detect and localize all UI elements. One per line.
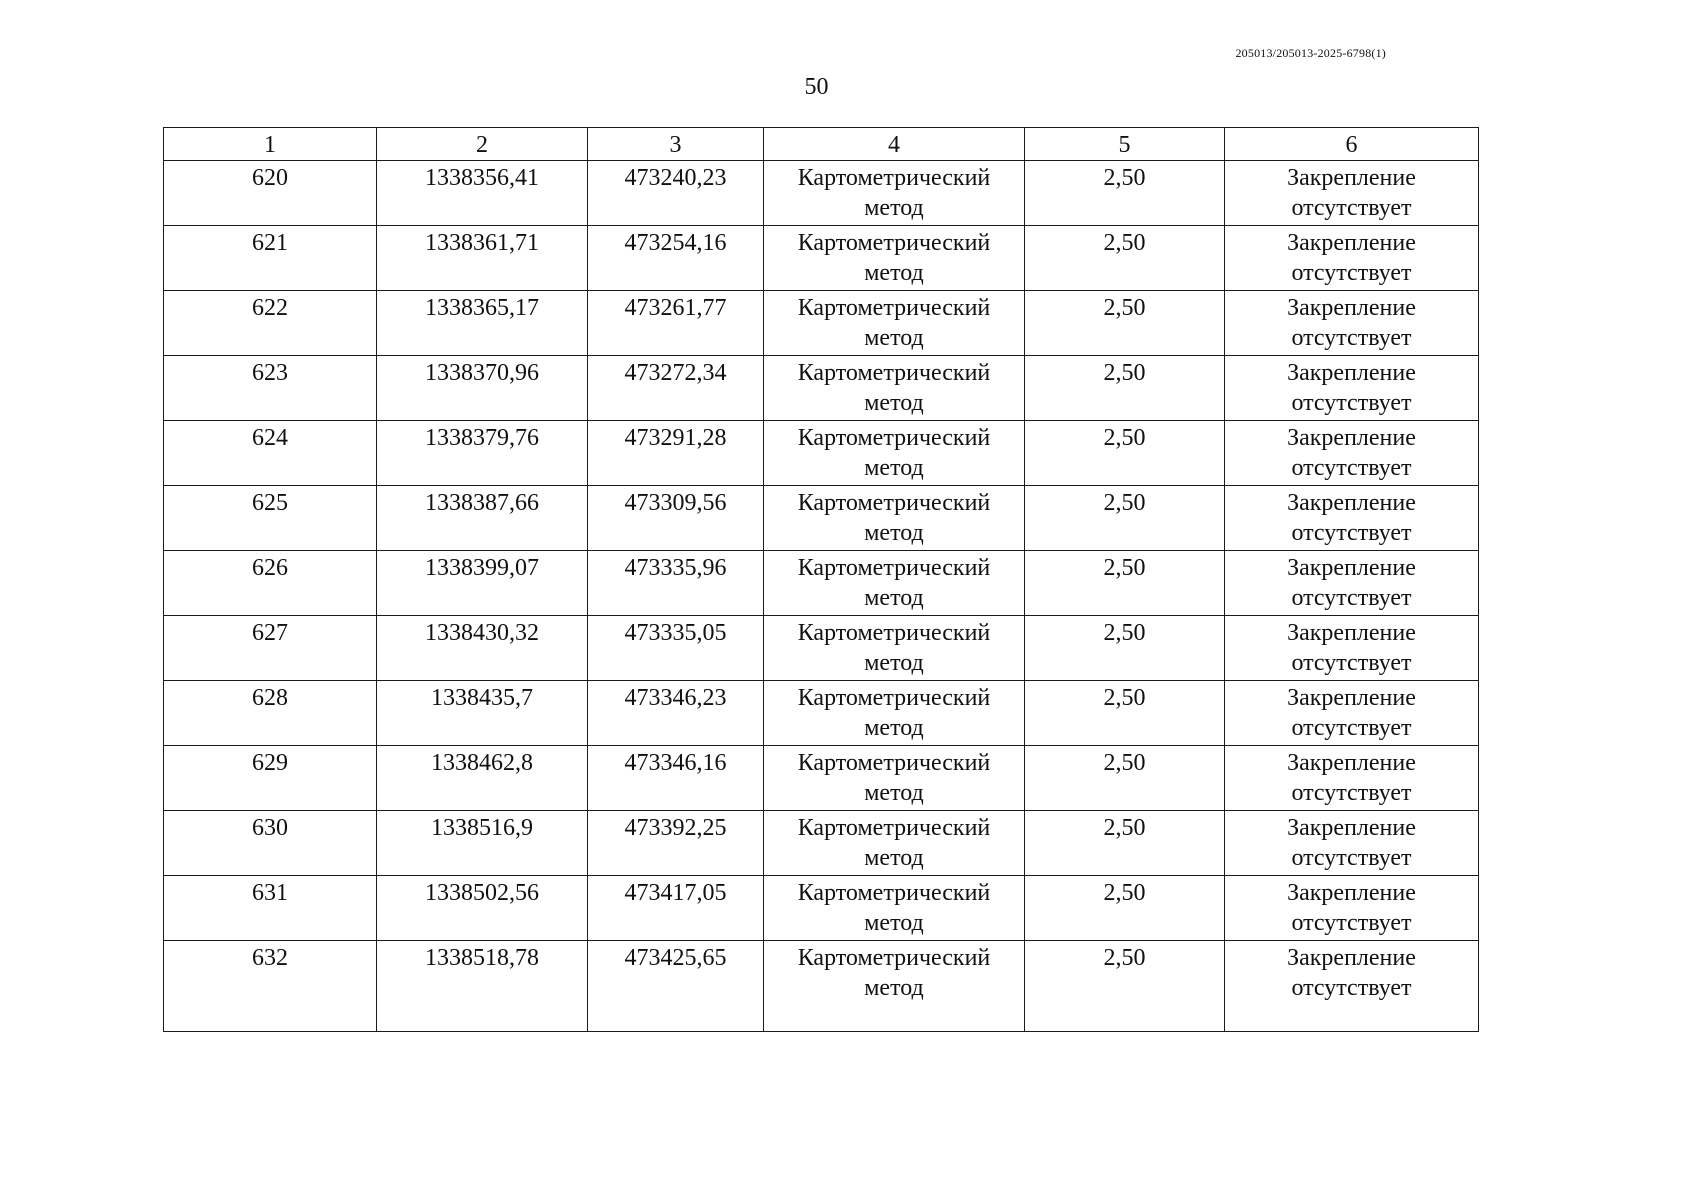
- y-coordinate-cell: 473240,23: [588, 161, 764, 226]
- accuracy-cell: 2,50: [1025, 486, 1225, 551]
- table-header: [164, 128, 1479, 161]
- fixation-cell: Закрепление отсутствует: [1225, 161, 1479, 226]
- method-cell: Картометрический метод: [764, 876, 1025, 941]
- column-header-5: 5: [1025, 128, 1225, 161]
- point-number-cell: 623: [164, 356, 377, 421]
- x-coordinate-cell: 1338387,66: [377, 486, 588, 551]
- accuracy-cell: 2,50: [1025, 681, 1225, 746]
- table-row: [164, 876, 1479, 941]
- header-row: [164, 128, 1479, 161]
- x-coordinate-cell: 1338361,71: [377, 226, 588, 291]
- fixation-cell: Закрепление отсутствует: [1225, 551, 1479, 616]
- coordinates-table: [163, 127, 1479, 1032]
- method-cell: Картометрический метод: [764, 811, 1025, 876]
- point-number-cell: 631: [164, 876, 377, 941]
- x-coordinate-cell: 1338430,32: [377, 616, 588, 681]
- x-coordinate-cell: 1338435,7: [377, 681, 588, 746]
- point-number-cell: 629: [164, 746, 377, 811]
- table-row: [164, 551, 1479, 616]
- y-coordinate-cell: 473346,16: [588, 746, 764, 811]
- table-row: [164, 746, 1479, 811]
- accuracy-cell: 2,50: [1025, 746, 1225, 811]
- method-cell: Картометрический метод: [764, 941, 1025, 1032]
- method-cell: Картометрический метод: [764, 291, 1025, 356]
- table-row: [164, 226, 1479, 291]
- y-coordinate-cell: 473272,34: [588, 356, 764, 421]
- column-header-2: 2: [377, 128, 588, 161]
- accuracy-cell: 2,50: [1025, 291, 1225, 356]
- y-coordinate-cell: 473392,25: [588, 811, 764, 876]
- y-coordinate-cell: 473346,23: [588, 681, 764, 746]
- fixation-cell: Закрепление отсутствует: [1225, 746, 1479, 811]
- y-coordinate-cell: 473309,56: [588, 486, 764, 551]
- point-number-cell: 626: [164, 551, 377, 616]
- accuracy-cell: 2,50: [1025, 941, 1225, 1032]
- accuracy-cell: 2,50: [1025, 226, 1225, 291]
- fixation-cell: Закрепление отсутствует: [1225, 421, 1479, 486]
- method-cell: Картометрический метод: [764, 616, 1025, 681]
- table-row: [164, 616, 1479, 681]
- method-cell: Картометрический метод: [764, 356, 1025, 421]
- x-coordinate-cell: 1338399,07: [377, 551, 588, 616]
- x-coordinate-cell: 1338356,41: [377, 161, 588, 226]
- column-header-4: 4: [764, 128, 1025, 161]
- fixation-cell: Закрепление отсутствует: [1225, 681, 1479, 746]
- point-number-cell: 632: [164, 941, 377, 1032]
- x-coordinate-cell: 1338502,56: [377, 876, 588, 941]
- table-body: [164, 161, 1479, 1032]
- table-row: [164, 161, 1479, 226]
- point-number-cell: 620: [164, 161, 377, 226]
- method-cell: Картометрический метод: [764, 226, 1025, 291]
- x-coordinate-cell: 1338516,9: [377, 811, 588, 876]
- accuracy-cell: 2,50: [1025, 551, 1225, 616]
- point-number-cell: 624: [164, 421, 377, 486]
- y-coordinate-cell: 473291,28: [588, 421, 764, 486]
- accuracy-cell: 2,50: [1025, 356, 1225, 421]
- column-header-3: 3: [588, 128, 764, 161]
- table-row: [164, 421, 1479, 486]
- accuracy-cell: 2,50: [1025, 811, 1225, 876]
- accuracy-cell: 2,50: [1025, 616, 1225, 681]
- document-id: 205013/205013-2025-6798(1): [1235, 46, 1386, 60]
- fixation-cell: Закрепление отсутствует: [1225, 616, 1479, 681]
- method-cell: Картометрический метод: [764, 681, 1025, 746]
- point-number-cell: 622: [164, 291, 377, 356]
- fixation-cell: Закрепление отсутствует: [1225, 941, 1479, 1032]
- column-header-6: 6: [1225, 128, 1479, 161]
- method-cell: Картометрический метод: [764, 551, 1025, 616]
- x-coordinate-cell: 1338379,76: [377, 421, 588, 486]
- fixation-cell: Закрепление отсутствует: [1225, 291, 1479, 356]
- point-number-cell: 625: [164, 486, 377, 551]
- point-number-cell: 628: [164, 681, 377, 746]
- table-row: [164, 486, 1479, 551]
- y-coordinate-cell: 473417,05: [588, 876, 764, 941]
- point-number-cell: 621: [164, 226, 377, 291]
- table-row: [164, 291, 1479, 356]
- accuracy-cell: 2,50: [1025, 421, 1225, 486]
- fixation-cell: Закрепление отсутствует: [1225, 811, 1479, 876]
- y-coordinate-cell: 473261,77: [588, 291, 764, 356]
- y-coordinate-cell: 473425,65: [588, 941, 764, 1032]
- table-row: [164, 811, 1479, 876]
- method-cell: Картометрический метод: [764, 421, 1025, 486]
- y-coordinate-cell: 473335,96: [588, 551, 764, 616]
- column-header-1: 1: [164, 128, 377, 161]
- table-row: [164, 941, 1479, 1032]
- y-coordinate-cell: 473254,16: [588, 226, 764, 291]
- x-coordinate-cell: 1338462,8: [377, 746, 588, 811]
- x-coordinate-cell: 1338518,78: [377, 941, 588, 1032]
- table-row: [164, 681, 1479, 746]
- fixation-cell: Закрепление отсутствует: [1225, 876, 1479, 941]
- accuracy-cell: 2,50: [1025, 876, 1225, 941]
- method-cell: Картометрический метод: [764, 161, 1025, 226]
- x-coordinate-cell: 1338365,17: [377, 291, 588, 356]
- point-number-cell: 627: [164, 616, 377, 681]
- method-cell: Картометрический метод: [764, 486, 1025, 551]
- table-row: [164, 356, 1479, 421]
- point-number-cell: 630: [164, 811, 377, 876]
- fixation-cell: Закрепление отсутствует: [1225, 356, 1479, 421]
- fixation-cell: Закрепление отсутствует: [1225, 486, 1479, 551]
- fixation-cell: Закрепление отсутствует: [1225, 226, 1479, 291]
- page-number: 50: [804, 74, 829, 100]
- method-cell: Картометрический метод: [764, 746, 1025, 811]
- y-coordinate-cell: 473335,05: [588, 616, 764, 681]
- x-coordinate-cell: 1338370,96: [377, 356, 588, 421]
- accuracy-cell: 2,50: [1025, 161, 1225, 226]
